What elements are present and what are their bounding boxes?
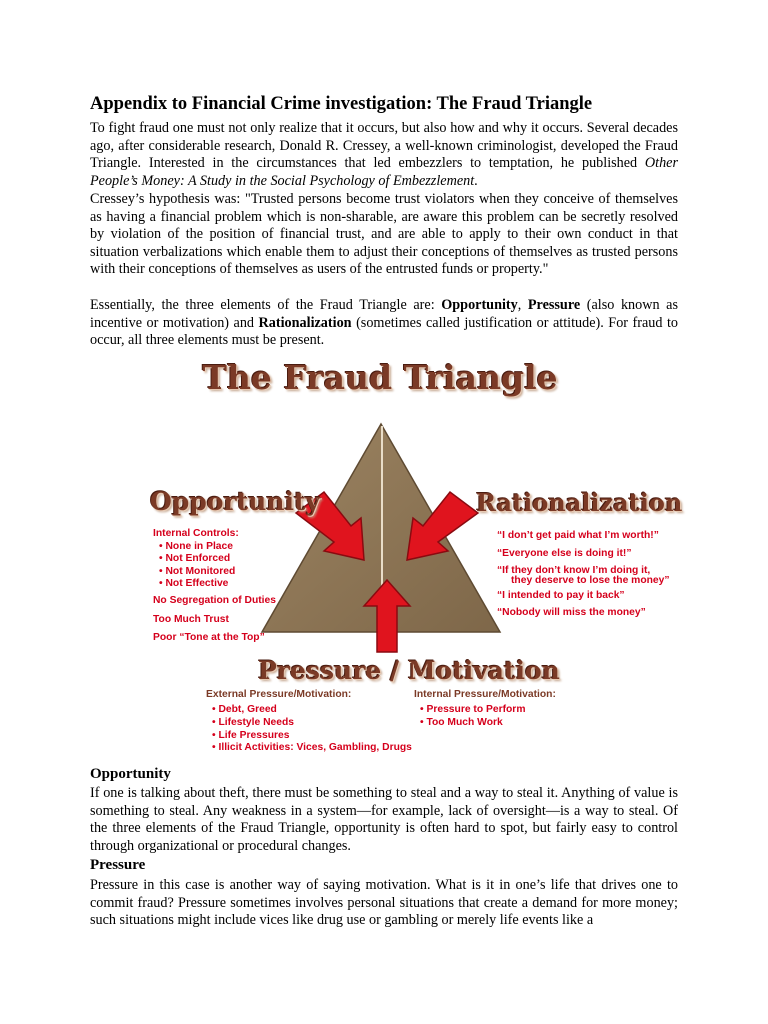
opportunity-paragraph: If one is talking about theft, there must be something to steal and a way to steal it. Anything of value is something to steal. Any weakness in a system—for example, lack of oversight—is a way to steal. Of the three elements of the Fraud Triangle, opportunity is often hard to spot, but fairly easy to control through organizational or procedural changes. [90,785,678,854]
external-pressure-list [212,704,412,755]
opportunity-heading: Opportunity [90,766,171,782]
list-item: “Nobody will miss the money” [497,607,646,619]
opportunity-title: Opportunity [150,487,321,516]
figure-title: The Fraud Triangle [202,358,558,397]
internal-pressure-label: Internal Pressure/Motivation: [414,689,556,700]
list-item: “I don’t get paid what I’m worth!” [497,530,659,541]
pressure-title: Pressure / Motivation [258,656,560,685]
opportunity-internal-controls [153,528,239,591]
term-rationalization: Rationalization [258,314,352,331]
intro-p3-a: Essentially, the three elements of the Fraud Triangle are: [90,297,442,313]
intro-p3-d: (sometimes called justification or attitude). For fraud to occur, all three elements must be present. [90,314,679,349]
list-item: • Lifestyle Needs [212,717,412,730]
list-item: • Debt, Greed [212,704,412,717]
book-title: Other People’s Money: A Study in the Social Psychology of Embezzlement [90,155,678,189]
list-item: they deserve to lose the money” [511,574,670,586]
pressure-paragraph: Pressure in this case is another way of saying motivation. What is it in one’s life that drives one to commit fraud? Pressure sometimes involves personal situations that create a demand for more money; such situations might include vices like drug use or gambling or merely life events like a [90,877,678,929]
list-item: No Segregation of Duties [153,595,276,606]
list-item: • Too Much Work [420,717,525,730]
term-pressure: Pressure [527,297,581,313]
intro-paragraph-3 [90,297,678,350]
list-item: • Not Monitored [153,566,239,579]
list-item: • Life Pressures [212,730,412,743]
document-title: Appendix to Financial Crime investigation: The Fraud Triangle [90,94,593,114]
list-item: • None in Place [153,541,239,554]
list-item: Poor “Tone at the Top” [153,632,265,644]
list-item: “Everyone else is doing it!” [497,547,632,559]
opportunity-other-items [153,592,276,648]
intro-p1-text: To fight fraud one must not only realize that it occurs, but also how and why it occurs. Several decades ago, after considerable research, Donald R. Cressey, a well-known criminologist, developed the Fraud Triangle. Interested in the circumstances that led embezzlers to temptation, he published [90,120,678,172]
internal-pressure-list [420,704,525,730]
term-opportunity: Opportunity [441,297,518,313]
intro-paragraph-2: Cressey’s hypothesis was: "Trusted persons become trust violators when they conceive of themselves as having a financial problem which is non-sharable, are aware this problem can be secretly resolved by violation of the position of financial trust, and are able to apply to their own conduct in that situation verbalizations which enable them to adjust their conceptions of themselves as trusted persons with their conceptions of themselves as users of the entrusted funds or property." [90,191,678,278]
list-item: “I intended to pay it back” [497,589,625,601]
intro-paragraph-1 [90,120,678,190]
pressure-heading: Pressure [90,857,146,873]
list-item: • Illicit Activities: Vices, Gambling, Drugs [212,742,412,755]
list-item: “If they don’t know I’m doing it, [497,565,651,577]
triangle-graphic [260,420,510,658]
intro-p3-b: , [517,297,528,313]
intro-p3-c: (also known as incentive or motivation) and [90,297,678,331]
rationalization-quotes [497,527,670,622]
list-item: • Pressure to Perform [420,704,525,717]
list-item: Too Much Trust [153,613,229,625]
rationalization-title: Rationalization [476,488,683,517]
external-pressure-label: External Pressure/Motivation: [206,689,352,700]
list-item: • Not Effective [153,578,239,591]
intro-p1-end: . [474,172,478,189]
list-item: • Not Enforced [153,553,239,566]
internal-controls-label: Internal Controls: [153,528,239,539]
